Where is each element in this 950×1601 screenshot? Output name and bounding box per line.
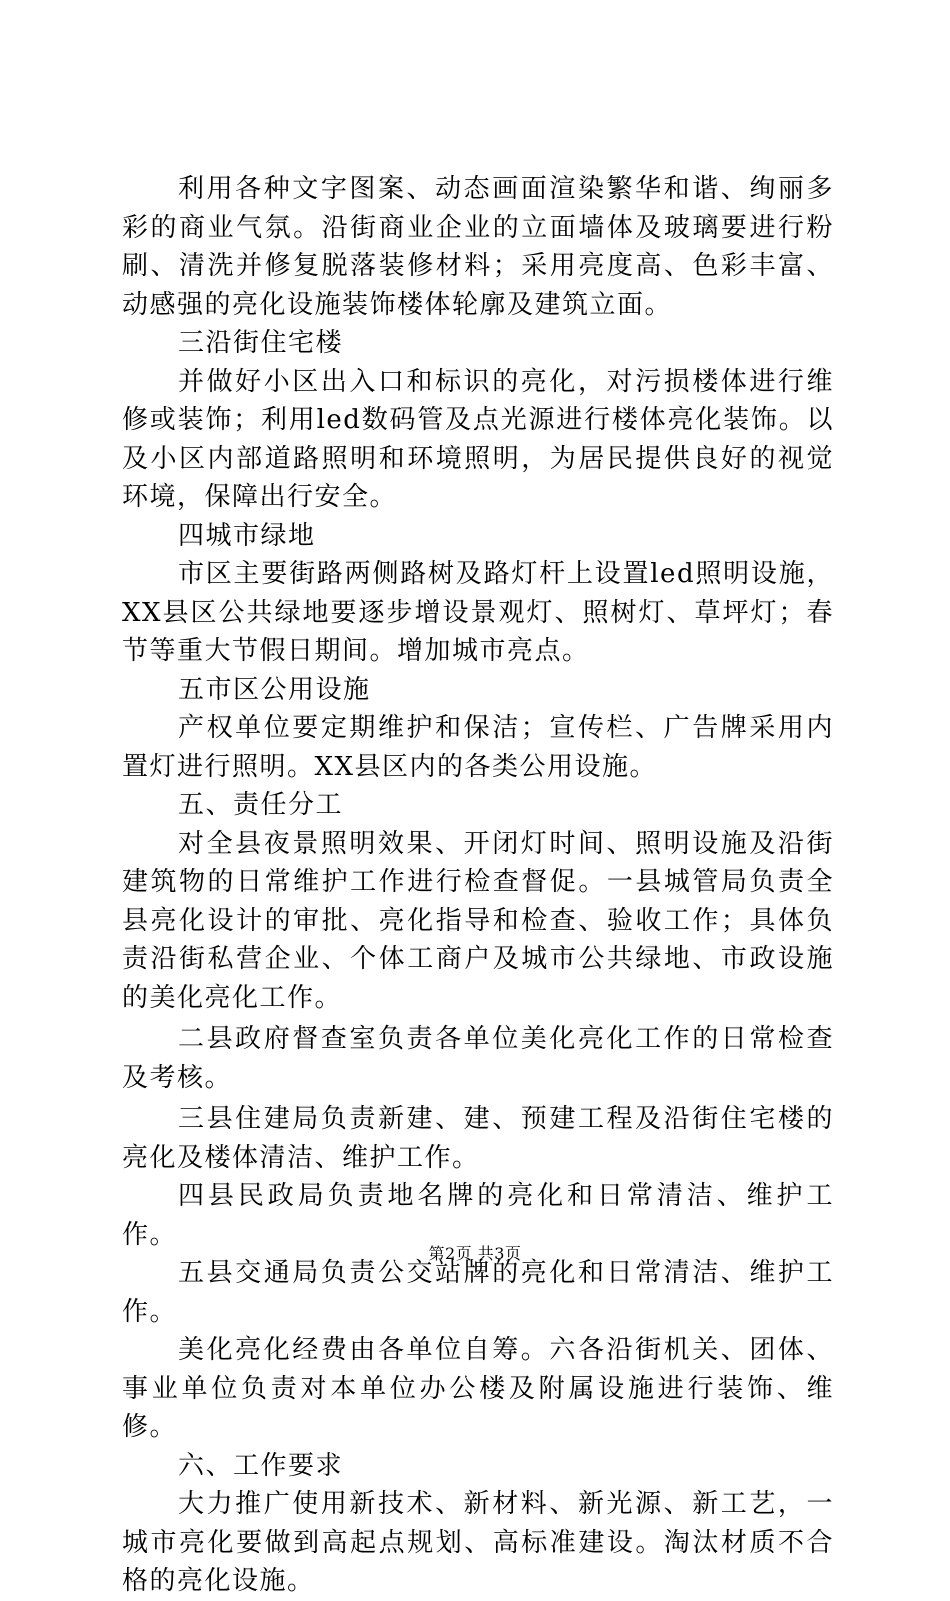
paragraph-supervision-office: 二县政府督查室负责各单位美化亮化工作的日常检查及考核。 [122,1024,834,1093]
paragraph-green-space-lighting: 市区主要街路两侧路树及路灯杆上设置led照明设施，XX县区公共绿地要逐步增设景观灯、照树灯、草坪灯；春节等重大节假日期间。增加城市亮点。 [122,559,834,666]
paragraph-residential-lighting: 并做好小区出入口和标识的亮化，对污损楼体进行维修或装饰；利用led数码管及点光源进行楼体亮化装饰。以及小区内部道路照明和环境照明，为居民提供良好的视觉环境，保障出行安全。 [122,366,834,512]
paragraph-housing-bureau: 三县住建局负责新建、建、预建工程及沿街住宅楼的亮化及楼体清洁、维护工作。 [122,1104,834,1173]
heading-public-facilities: 五市区公用设施 [178,674,371,705]
heading-work-requirements: 六、工作要求 [178,1450,344,1481]
heading-urban-green-space: 四城市绿地 [178,520,316,551]
paragraph-new-technology: 大力推广使用新技术、新材料、新光源、新工艺，一城市亮化要做到高起点规划、高标准建设。淘汰材质不合格的亮化设施。 [122,1489,834,1596]
paragraph-commercial-atmosphere: 利用各种文字图案、动态画面渲染繁华和谐、绚丽多彩的商业气氛。沿街商业企业的立面墙体及玻璃要进行粉刷、清洗并修复脱落装修材料；采用亮度高、色彩丰富、动感强的亮化设施装饰楼体轮廓及建筑立面。 [122,174,834,320]
paragraph-civil-affairs: 四县民政局负责地名牌的亮化和日常清洁、维护工作。 [122,1181,834,1250]
heading-responsibilities: 五、责任分工 [178,790,344,820]
paragraph-transport-bureau: 五县交通局负责公交站牌的亮化和日常清洁、维护工作。 [122,1258,834,1327]
document-body [122,170,834,1601]
page-number: 第2页 共3页 [428,1244,522,1263]
paragraph-public-facilities: 产权单位要定期维护和保洁；宣传栏、广告牌采用内置灯进行照明。XX县区内的各类公用设施。 [122,713,834,782]
paragraph-funding: 美化亮化经费由各单位自筹。六各沿街机关、团体、事业单位负责对本单位办公楼及附属设施进行装饰、维修。 [122,1335,834,1442]
heading-residential-buildings: 三沿街住宅楼 [178,328,344,358]
paragraph-urban-management: 对全县夜景照明效果、开闭灯时间、照明设施及沿街建筑物的日常维护工作进行检查督促。一县城管局负责全县亮化设计的审批、亮化指导和检查、验收工作；具体负责沿街私营企业、个体工商户及城市公共绿地、市政设施的美化亮化工作。 [122,828,834,1013]
